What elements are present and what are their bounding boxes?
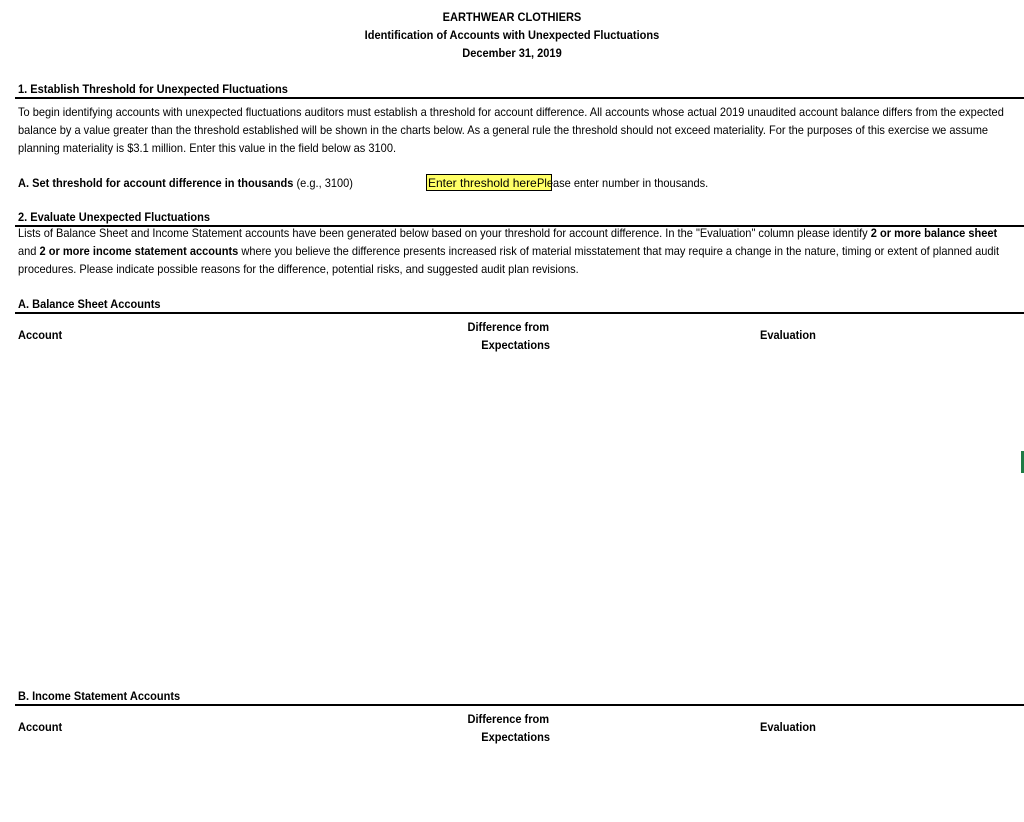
balance-sheet-col-difference (412, 318, 550, 354)
income-statement-col-difference-line2: Expectations (481, 730, 550, 744)
threshold-label-row (18, 176, 353, 190)
balance-sheet-col-difference-line2: Expectations (481, 338, 550, 352)
threshold-input[interactable] (426, 174, 552, 191)
income-statement-col-evaluation: Evaluation (760, 720, 816, 734)
balance-sheet-divider (15, 312, 1024, 314)
balance-sheet-col-account: Account (18, 328, 63, 342)
balance-sheet-col-difference-line1: Difference from (467, 320, 550, 334)
balance-sheet-heading: A. Balance Sheet Accounts (18, 297, 161, 311)
section2-line1-text: Lists of Balance Sheet and Income Statement accounts have been generated below based on your threshold for account difference. In the "Evaluation" column please identify (18, 226, 868, 240)
balance-sheet-col-evaluation: Evaluation (760, 328, 816, 342)
threshold-example: (e.g., 3100) (296, 176, 353, 190)
section2-heading: 2. Evaluate Unexpected Fluctuations (18, 210, 211, 224)
income-statement-heading: B. Income Statement Accounts (18, 689, 181, 703)
income-statement-col-account: Account (18, 720, 63, 734)
company-title: EARTHWEAR CLOTHIERS (442, 10, 582, 24)
section1-line2: balance by a value greater than the threshold established will be shown in the charts below. As a general rule the threshold should not exceed materiality. For the purposes of this exercise we assume (18, 123, 989, 137)
section1-line3: planning materiality is $3.1 million. Enter this value in the field below as 3100. (18, 141, 397, 155)
section2-line2-emphasis: 2 or more income statement accounts (39, 244, 239, 258)
section2-line3: procedures. Please indicate possible reasons for the difference, potential risks, and suggested audit plan revisions. (18, 262, 579, 276)
income-statement-col-difference (412, 710, 550, 746)
section2-line1-emphasis: 2 or more balance sheet (870, 226, 998, 240)
threshold-hint: Please enter number in thousands. (537, 176, 709, 190)
section1-divider (15, 97, 1024, 99)
income-statement-divider (15, 704, 1024, 706)
report-date: December 31, 2019 (462, 46, 562, 60)
section1-line1: To begin identifying accounts with unexpected fluctuations auditors must establish a threshold for account difference. All accounts whose actual 2019 unaudited account balance differs from the expected (18, 105, 1004, 119)
section2-line1 (18, 224, 1016, 242)
section1-heading: 1. Establish Threshold for Unexpected Fluctuations (18, 82, 288, 96)
section2-line2 (18, 242, 1016, 260)
income-statement-col-difference-line1: Difference from (467, 712, 550, 726)
section2-line2-text: where you believe the difference presents increased risk of material misstatement that may require a change in the nature, timing or extent of planned audit (241, 244, 1000, 258)
section1-paragraph (18, 103, 1016, 157)
section2-line2-lead: and (18, 244, 37, 258)
threshold-label: A. Set threshold for account difference in thousands (18, 176, 294, 190)
section2-paragraph (18, 224, 1016, 278)
report-subtitle: Identification of Accounts with Unexpected Fluctuations (364, 28, 660, 42)
